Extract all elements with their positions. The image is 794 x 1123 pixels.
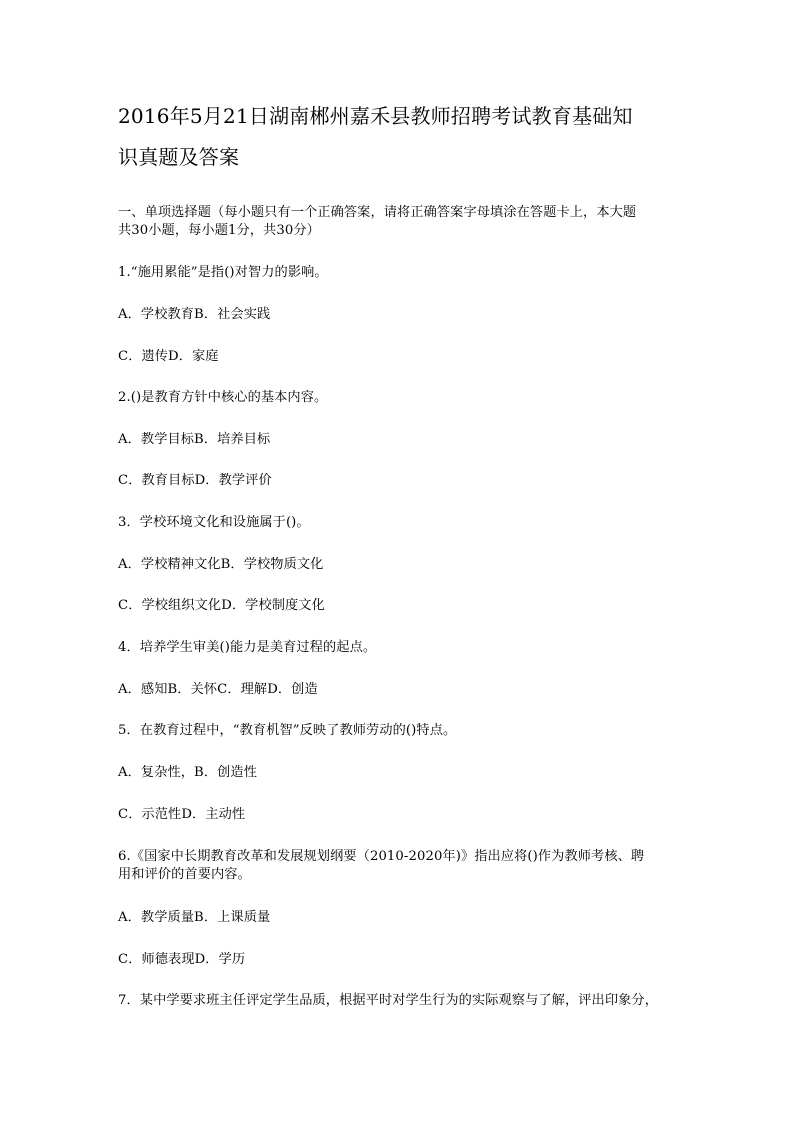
question-4: 4．培养学生审美()能力是美育过程的起点。	[118, 640, 377, 655]
document-title-line-1: 2016年5月21日湖南郴州嘉禾县教师招聘考试教育基础知	[118, 104, 633, 128]
question-6-options-c-d: C．师德表现D．学历	[118, 952, 246, 967]
question-5: 5．在教育过程中，“教育机智”反映了教师劳动的()特点。	[118, 723, 457, 738]
question-1-options-a-b: A．学校教育B．社会实践	[118, 307, 271, 322]
question-1: 1.“施用累能”是指()对智力的影响。	[118, 265, 328, 280]
question-4-options: A．感知B．关怀C．理解D．创造	[118, 682, 318, 697]
section-heading-line-1: 一、单项选择题（每小题只有一个正确答案，请将正确答案字母填涂在答题卡上，本大题	[118, 205, 637, 220]
question-6-options-a-b: A．教学质量B．上课质量	[118, 910, 271, 925]
question-1-options-c-d: C．遗传D．家庭	[118, 349, 219, 364]
question-3-options-c-d: C．学校组织文化D．学校制度文化	[118, 598, 325, 613]
question-5-options-a-b: A．复杂性，B．创造性	[118, 765, 258, 780]
question-6-line-1: 6.《国家中长期教育改革和发展规划纲要（2010-2020年)》指出应将()作为教师考核、聘	[118, 849, 645, 864]
section-heading-line-2: 共30小题，每小题1分，共30分）	[118, 223, 320, 238]
question-2-options-c-d: C．教育目标D．教学评价	[118, 473, 272, 488]
question-2-options-a-b: A．教学目标B．培养目标	[118, 432, 271, 447]
question-6-line-2: 用和评价的首要内容。	[118, 867, 251, 882]
document-title-line-2: 识真题及答案	[118, 145, 240, 169]
question-7-line-1: 7．某中学要求班主任评定学生品质，根据平时对学生行为的实际观察与了解，评出印象分，	[118, 993, 658, 1008]
question-3: 3．学校环境文化和设施属于()。	[118, 515, 310, 530]
question-5-options-c-d: C．示范性D．主动性	[118, 807, 246, 822]
question-2: 2.()是教育方针中核心的基本内容。	[118, 390, 328, 405]
question-3-options-a-b: A．学校精神文化B．学校物质文化	[118, 557, 324, 572]
